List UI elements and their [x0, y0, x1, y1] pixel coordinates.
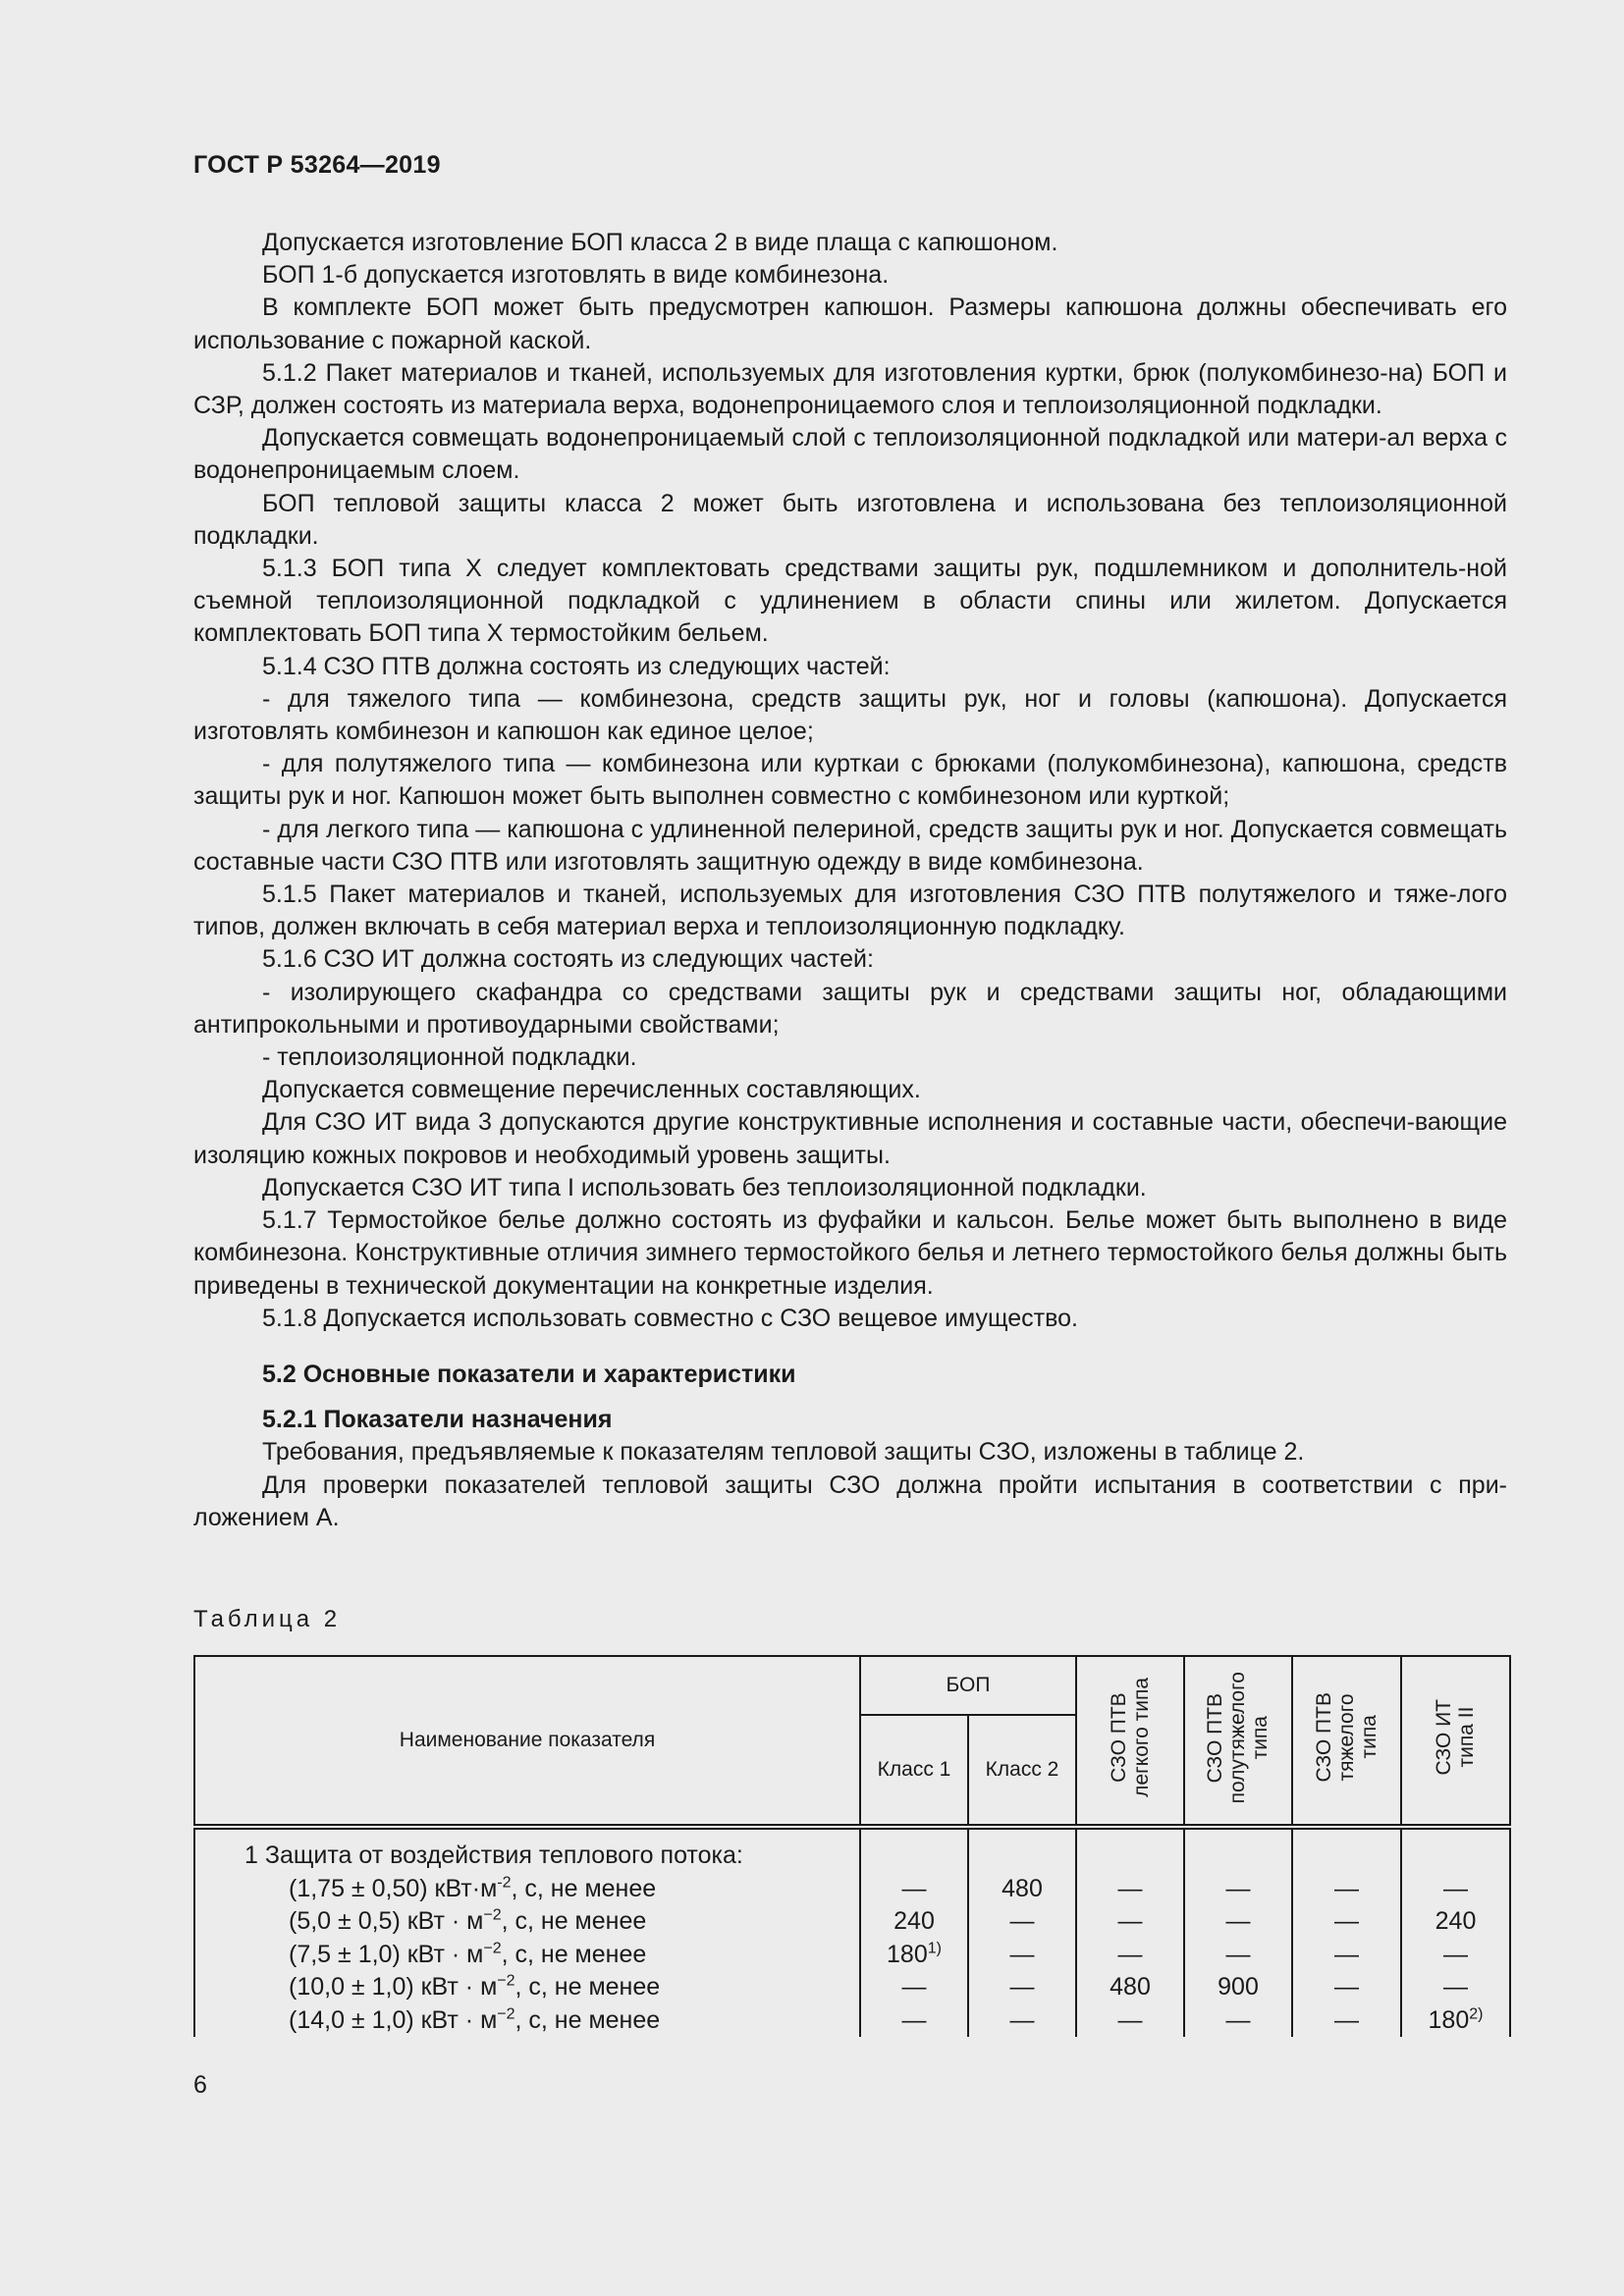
- col-szo-light: [1076, 1827, 1184, 2037]
- cell: —: [1009, 1907, 1035, 1935]
- col-szo-heavy: [1292, 1827, 1401, 2037]
- cell: —: [901, 1874, 927, 1902]
- cell: —: [1009, 1940, 1035, 1968]
- cell: 240: [893, 1907, 935, 1935]
- col-szo-it: [1401, 1827, 1510, 2037]
- paragraph-5-1-5: 5.1.5 Пакет материалов и тканей, используемых для изготовления СЗО ПТВ полутяжелого и тяже-лого типов, должен включать в себя материал верха и теплоизоляционную подкладку.: [193, 881, 1507, 941]
- section-heading-5-2: 5.2 Основные показатели и характеристики: [262, 1360, 796, 1388]
- cell: —: [1117, 1907, 1143, 1935]
- indicator-row-label: (14,0 ± 1,0) кВт · $м^{-2}$, с, не менее: [289, 2005, 661, 2034]
- cell: —: [1009, 1973, 1035, 2001]
- cell: —: [1225, 2005, 1251, 2034]
- paragraph-5-1-2: 5.1.2 Пакет материалов и тканей, используемых для изготовления куртки, брюк (полукомбинезо-на) БОП и СЗР, должен состоять из материала верха, водонепроницаемого слоя и теплоизоляционной подкладки.: [193, 358, 1507, 420]
- paragraph: Для СЗО ИТ вида 3 допускаются другие конструктивные исполнения и составные части, обеспечи-вающие изоляцию кожных покровов и необходимый уровень защиты.: [193, 1108, 1507, 1169]
- header-szo-semi: СЗО ПТВ полутяжелого типа: [1204, 1671, 1272, 1804]
- cell: —: [1117, 1940, 1143, 1968]
- cell: —: [1443, 1874, 1469, 1902]
- cell: —: [1117, 2005, 1143, 2034]
- col-class1: [860, 1827, 968, 2037]
- cell: —: [1334, 1907, 1360, 1935]
- header-name: Наименование показателя: [194, 1656, 860, 1827]
- header-szo-it: СЗО ИТ типа II: [1433, 1699, 1479, 1776]
- paragraph: Допускается изготовление БОП класса 2 в виде плаща с капюшоном.: [262, 229, 1058, 256]
- paragraph: Требования, предъявляемые к показателям тепловой защиты СЗО, изложены в таблице 2.: [262, 1438, 1305, 1467]
- indicator-row-label: (10,0 ± 1,0) кВт · $м^{-2}$, с, не менее: [289, 1972, 661, 2001]
- paragraph: В комплекте БОП может быть предусмотрен капюшон. Размеры капюшона должны обеспечивать его использование с пожарной каской.: [193, 294, 1507, 354]
- cell: —: [1225, 1907, 1251, 1935]
- list-item: - изолирующего скафандра со средствами защиты рук и средствами защиты ног, обладающими антипрокольными и противоударными свойствами;: [193, 978, 1507, 1039]
- cell: —: [1009, 2005, 1035, 2034]
- cell: —: [1334, 1874, 1360, 1902]
- header-bop: БОП: [860, 1656, 1076, 1715]
- header-szo-heavy: СЗО ПТВ тяжелого типа: [1312, 1692, 1381, 1783]
- header-class1: Класс 1: [860, 1715, 968, 1827]
- indicator-names: [194, 1827, 860, 2037]
- list-item: - для полутяжелого типа — комбинезона или курткаи с брюками (полукомбинезона), капюшона, средств защиты рук и ног. Капюшон может быть выполнен совместно с комбинезоном или курткой;: [193, 750, 1507, 811]
- cell: —: [1117, 1874, 1143, 1902]
- table-caption: Таблица 2: [193, 1606, 342, 1632]
- body-text: [193, 227, 1507, 1534]
- cell: 240: [1435, 1907, 1477, 1935]
- paragraph: Допускается совмещать водонепроницаемый слой с теплоизоляционной подкладкой или матери-ал верха с водонепроницаемым слоем.: [193, 424, 1507, 485]
- section-heading-5-2-1: 5.2.1 Показатели назначения: [262, 1406, 613, 1434]
- list-item: - для легкого типа — капюшона с удлиненной пелериной, средств защиты рук и ног. Допускается совмещать составные части СЗО ПТВ или изготовлять защитную одежду в виде комбинезона.: [193, 815, 1507, 876]
- cell: —: [901, 1973, 927, 2001]
- list-item: - теплоизоляционной подкладки.: [262, 1043, 637, 1072]
- paragraph: БОП тепловой защиты класса 2 может быть изготовлена и использована без теплоизоляционной подкладки.: [193, 489, 1507, 550]
- paragraph-5-1-7: 5.1.7 Термостойкое белье должно состоять из фуфайки и кальсон. Белье может быть выполнено в виде комбинезона. Конструктивные отличия зимнего термостойкого белья и летнего термостойкого белья должны быть приведены в технической документации на конкретные изделия.: [193, 1206, 1507, 1300]
- page-number: 6: [193, 2071, 207, 2099]
- col-class2: [968, 1827, 1076, 2037]
- col-szo-semi: [1184, 1827, 1292, 2037]
- paragraph: Допускается совмещение перечисленных составляющих.: [262, 1076, 921, 1104]
- indicator-row-label: (5,0 ± 0,5) кВт · $м^{-2}$, с, не менее: [289, 1906, 647, 1935]
- cell: —: [1334, 1973, 1360, 2001]
- cell: —: [1443, 1940, 1469, 1968]
- cell: 180$^{2)}$: [1428, 2005, 1484, 2034]
- paragraph-5-1-8: 5.1.8 Допускается использовать совместно с СЗО вещевое имущество.: [262, 1304, 1078, 1332]
- group-title: 1 Защита от воздействия теплового потока:: [244, 1842, 743, 1869]
- header-szo-light: СЗО ПТВ легкого типа: [1107, 1678, 1154, 1797]
- paragraph: Для проверки показателей тепловой защиты СЗО должна пройти испытания в соответствии с при-ложением А.: [193, 1470, 1507, 1531]
- table-2: [193, 1655, 1511, 2037]
- indicator-row-label: (7,5 ± 1,0) кВт · $м^{-2}$, с, не менее: [289, 1940, 647, 1968]
- paragraph-5-1-4: 5.1.4 СЗО ПТВ должна состоять из следующих частей:: [262, 652, 891, 680]
- paragraph: Допускается СЗО ИТ типа I использовать без теплоизоляционной подкладки.: [262, 1173, 1147, 1201]
- cell: —: [1334, 2005, 1360, 2034]
- cell: —: [1225, 1874, 1251, 1902]
- paragraph-5-1-6: 5.1.6 СЗО ИТ должна состоять из следующих частей:: [262, 945, 874, 974]
- cell: —: [1334, 1940, 1360, 1968]
- cell: —: [1443, 1973, 1469, 2001]
- cell: —: [1225, 1940, 1251, 1968]
- cell: —: [901, 2005, 927, 2034]
- cell: 900: [1218, 1973, 1259, 2001]
- indicator-row-label: (1,75 ± 0,50) $кВт\cdot м^{-2}$, с, не менее: [289, 1874, 657, 1902]
- cell: 480: [1110, 1973, 1151, 2001]
- cell: 180$^{1)}$: [887, 1940, 942, 1968]
- document-header: ГОСТ Р 53264—2019: [193, 151, 441, 179]
- cell: 480: [1001, 1874, 1043, 1902]
- paragraph-5-1-3: 5.1.3 БОП типа Х следует комплектовать средствами защиты рук, подшлемником и дополнитель-ной съемной теплоизоляционной подкладкой с удлинением в области спины или жилетом. Допускается комплектовать БОП типа Х термостойким бельем.: [193, 555, 1507, 648]
- header-class2: Класс 2: [968, 1715, 1076, 1827]
- list-item: - для тяжелого типа — комбинезона, средств защиты рук, ног и головы (капюшона). Допускается изготовлять комбинезон и капюшон как единое целое;: [193, 684, 1507, 746]
- paragraph: БОП 1-б допускается изготовлять в виде комбинезона.: [262, 261, 890, 290]
